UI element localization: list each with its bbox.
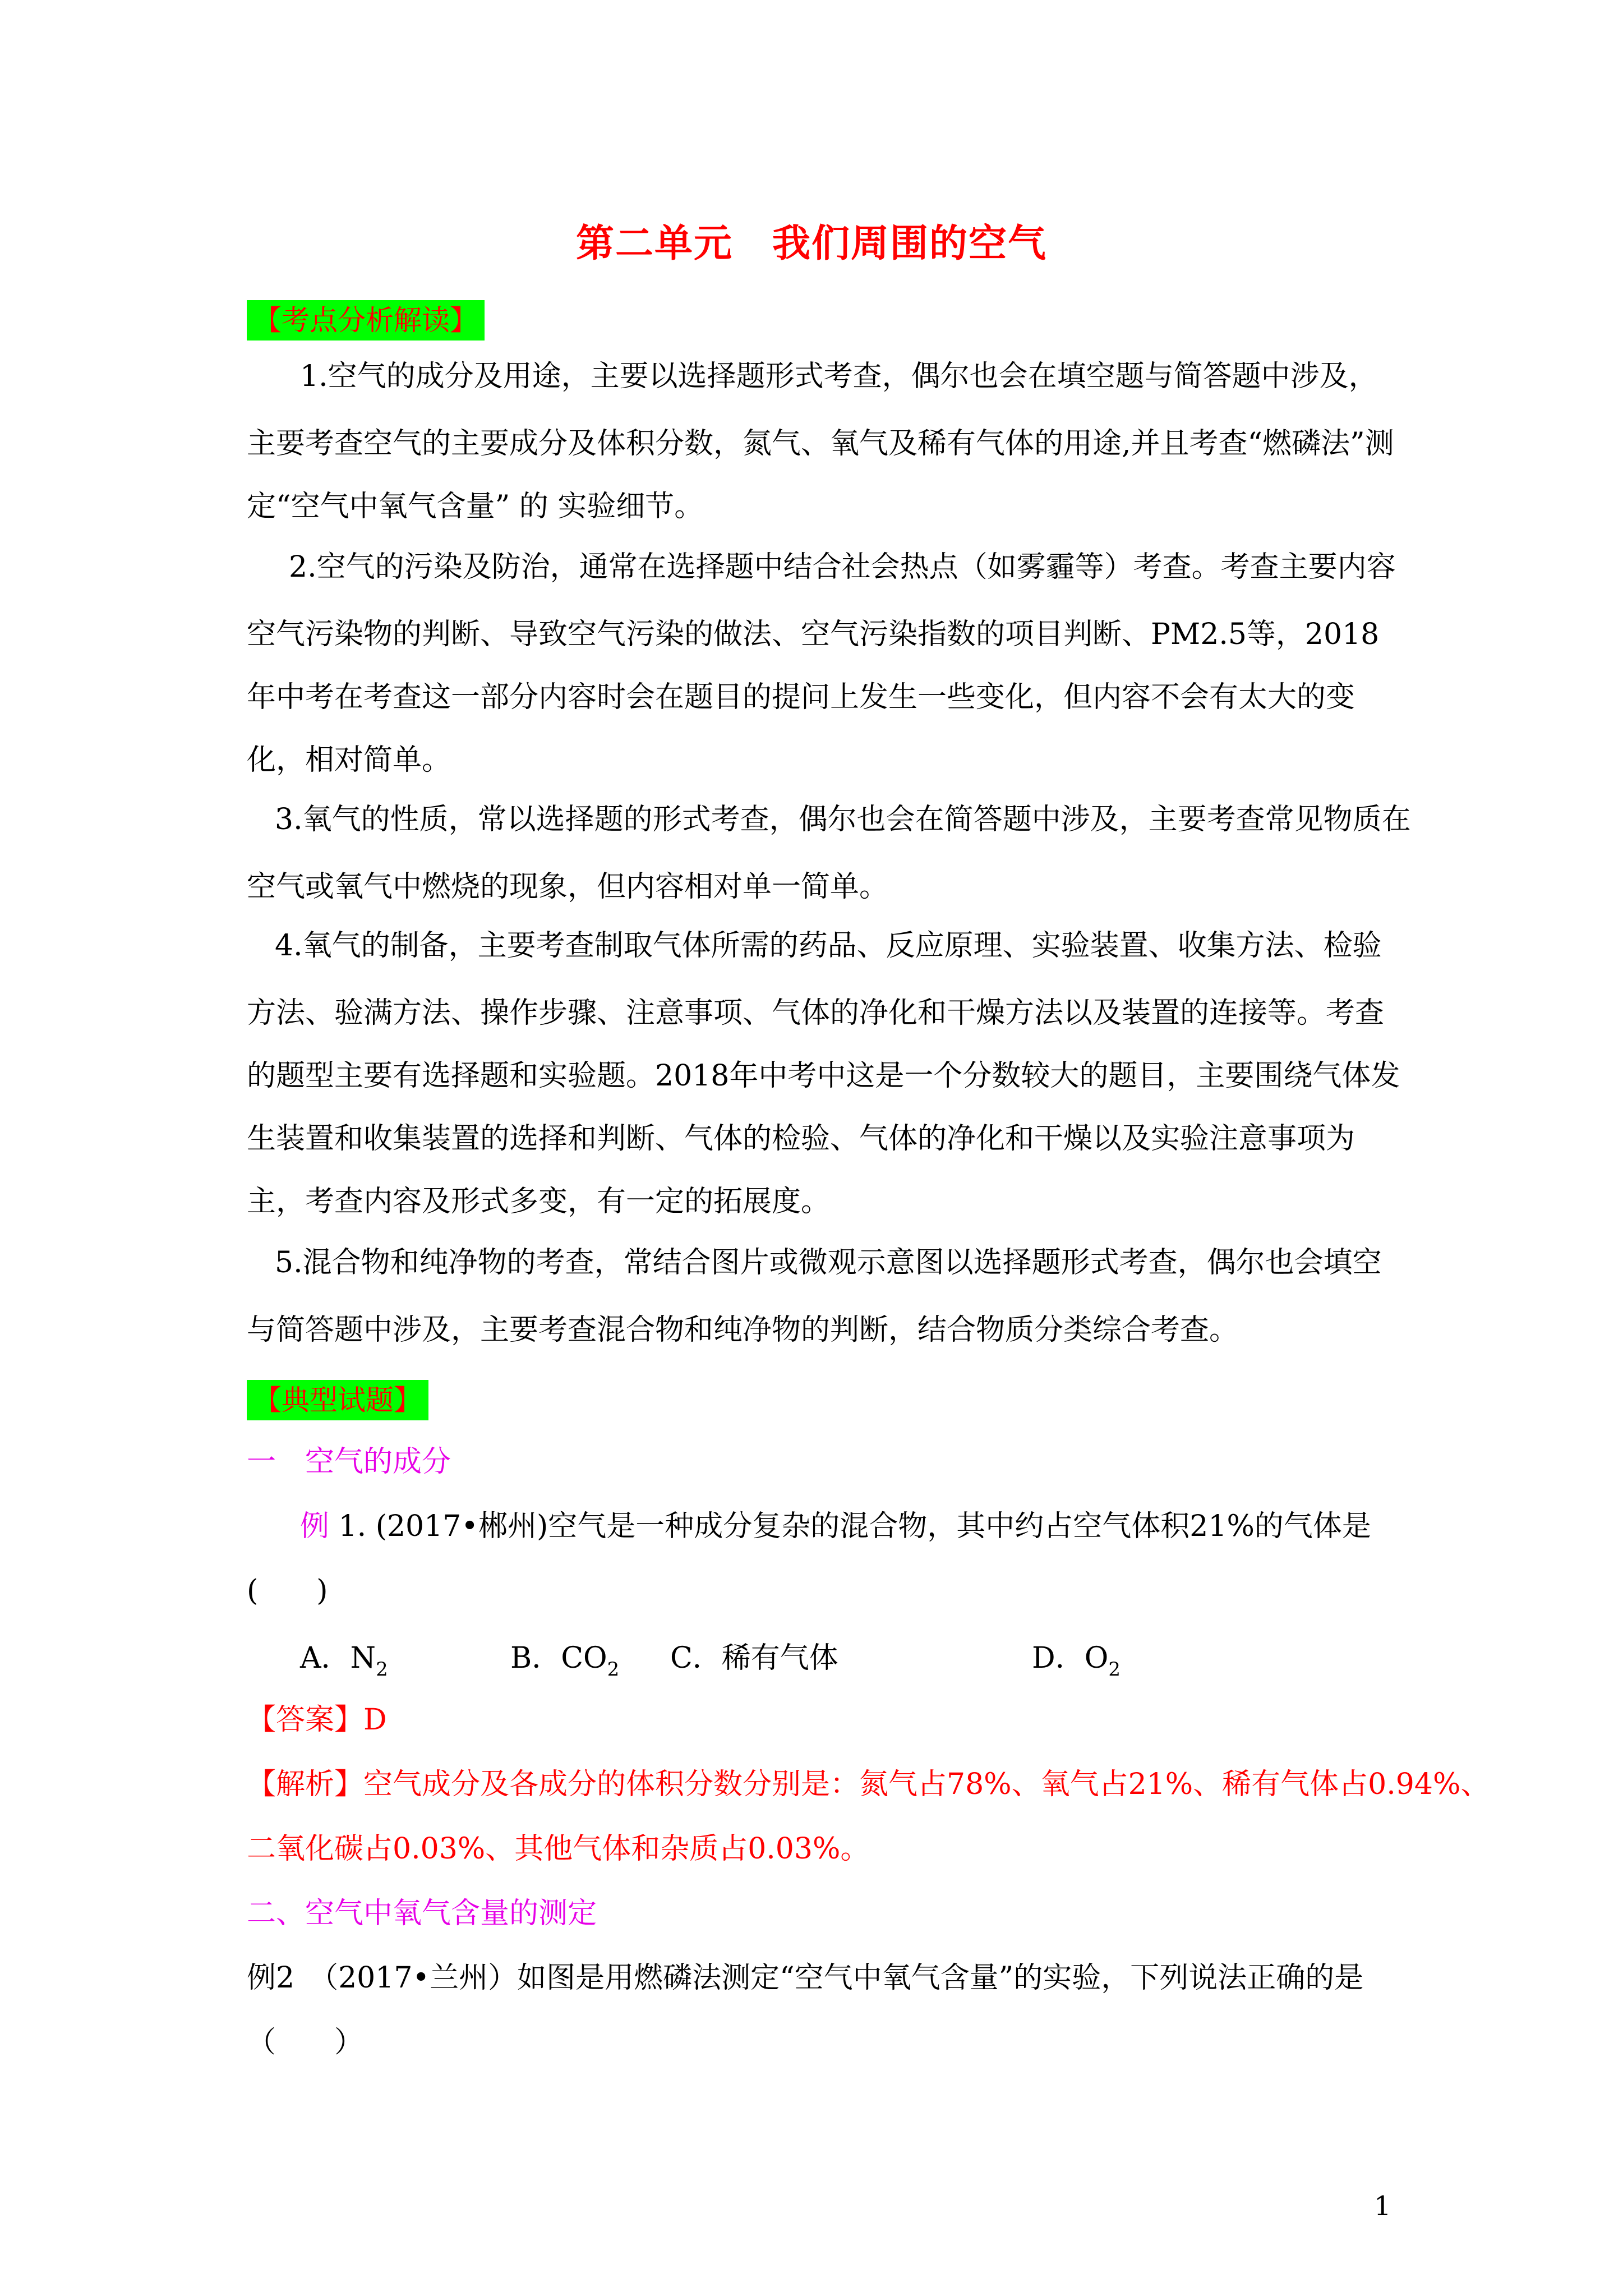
point-2-line1: 2.空气的污染及防治，通常在选择题中结合社会热点（如雾霾等）考查。考查主要内容 [289,550,1396,584]
point-3-rest: 空气或氧气中燃烧的现象，但内容相对单一简单。 [247,870,889,904]
example-2-question: 例2 （2017•兰州）如图是用燃磷法测定“空气中氧气含量”的实验，下列说法正确的是 [247,1961,1364,1995]
analysis-line-2: 二氧化碳占0.03%、其他气体和杂质占0.03%。 [247,1832,870,1866]
analysis-label: 【解析】 [247,1768,364,1801]
heading-oxygen-measurement: 二、空气中氧气含量的测定 [247,1897,597,1930]
option-d: D．$O_2$ [1032,1641,1121,1681]
point-3-line1: 3.氧气的性质，常以选择题的形式考查，偶尔也会在简答题中涉及，主要考查常见物质在 [275,803,1411,836]
analysis-line-1 [247,1767,1490,1802]
option-c: C．稀有气体 [670,1641,838,1675]
heading-air-composition: 一 空气的成分 [247,1445,451,1479]
example-1-text: 1. (2017•郴州)空气是一种成分复杂的混合物，其中约占空气体积21%的气体是 [329,1510,1371,1543]
answer: 【答案】D [247,1703,387,1737]
analysis-text-1: 空气成分及各成分的体积分数分别是：氮气占78%、氧气占21%、稀有气体占0.94%、 [363,1768,1490,1801]
example-1-bracket: ( ) [247,1574,328,1608]
point-1-line1: 1.空气的成分及用途，主要以选择题形式考查，偶尔也会在填空题与简答题中涉及， [300,360,1378,393]
example-1-question [300,1509,1371,1544]
point-1-rest: 主要考查空气的主要成分及体积分数，氮气、氧气及稀有气体的用途,并且考查“燃磷法”测定“空气中氧气含量” 的 实验细节。 [247,427,1394,523]
example-2-bracket: （ ） [247,2026,364,2059]
section-tag-analysis: 【考点分析解读】 [247,300,485,341]
point-4-rest: 方法、验满方法、操作步骤、注意事项、气体的净化和干燥方法以及装置的连接等。考查的题型主要有选择题和实验题。2018年中考中这是一个分数较大的题目，主要围绕气体发生装置和收集装置的选择和判断、气体的检验、气体的净化和干燥以及实验注意事项为主，考查内容及形式多变，有一定的拓展度。 [247,996,1400,1218]
page-number: 1 [1374,2191,1391,2222]
point-5-line1: 5.混合物和纯净物的考查，常结合图片或微观示意图以选择题形式考查，偶尔也会填空 [275,1246,1382,1280]
point-5-rest: 与简答题中涉及，主要考查混合物和纯净物的判断，结合物质分类综合考查。 [247,1313,1239,1347]
example-1-label: 例 [300,1510,330,1543]
point-2-rest: 空气污染物的判断、导致空气污染的做法、空气污染指数的项目判断、PM2.5等，2018年中考在考查这一部分内容时会在题目的提问上发生一些变化，但内容不会有太大的变化，相对简单。 [247,618,1380,777]
option-b: B．$CO_2$ [510,1641,620,1681]
option-a: A．$N_2$ [300,1641,388,1681]
section-tag-typical: 【典型试题】 [247,1380,428,1420]
point-4-line1: 4.氧气的制备，主要考查制取气体所需的药品、反应原理、实验装置、收集方法、检验 [275,929,1382,963]
page-title: 第二单元 我们周围的空气 [575,221,1047,266]
